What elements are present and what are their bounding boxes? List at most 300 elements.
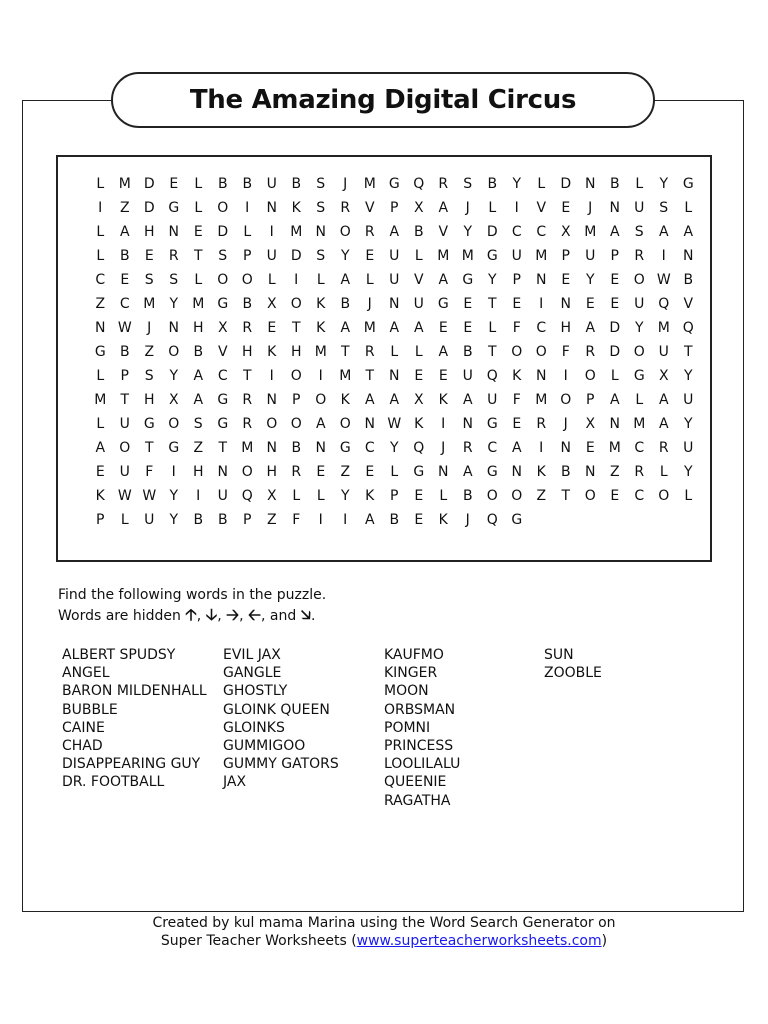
grid-letter: L xyxy=(684,200,693,216)
grid-letter: L xyxy=(243,224,252,240)
grid-letter: G xyxy=(486,248,498,264)
grid-letter: T xyxy=(365,368,375,384)
grid-letter: N xyxy=(560,296,571,312)
grid-letter: O xyxy=(633,344,645,360)
grid-letter: U xyxy=(217,488,228,504)
grid-letter: B xyxy=(119,248,130,264)
grid-letter: L xyxy=(537,176,546,192)
grid-letter: O xyxy=(560,392,572,408)
grid-letter: N xyxy=(560,440,571,456)
letter-grid xyxy=(88,172,701,532)
grid-letter: N xyxy=(95,320,106,336)
grid-letter: R xyxy=(658,440,669,456)
grid-letter: H xyxy=(266,464,278,480)
grid-letter: L xyxy=(439,488,448,504)
grid-letter: S xyxy=(463,176,473,192)
grid-letter: V xyxy=(217,344,228,360)
grid-letter: H xyxy=(143,224,155,240)
grid-letter: U xyxy=(511,248,522,264)
grid-letter: B xyxy=(609,176,620,192)
grid-letter: X xyxy=(266,488,277,504)
grid-letter: A xyxy=(315,416,326,432)
grid-letter: I xyxy=(294,272,299,288)
grid-letter: K xyxy=(512,368,522,384)
grid-letter: D xyxy=(486,224,498,240)
grid-letter: I xyxy=(661,248,666,264)
grid-letter: T xyxy=(340,344,350,360)
grid-letter: V xyxy=(683,296,694,312)
grid-letter: E xyxy=(585,440,595,456)
grid-letter: W xyxy=(142,488,157,504)
grid-letter: A xyxy=(364,392,375,408)
grid-letter: N xyxy=(266,200,277,216)
grid-letter: F xyxy=(561,344,570,360)
grid-letter: G xyxy=(486,416,498,432)
footer-line-1: Created by kul mama Marina using the Word Search Generator on xyxy=(152,915,616,931)
grid-letter: M xyxy=(314,344,327,360)
grid-letter: H xyxy=(192,320,204,336)
grid-letter: E xyxy=(610,488,620,504)
grid-letter: S xyxy=(316,176,326,192)
grid-letter: L xyxy=(414,248,423,264)
word-item: GUMMY GATORS xyxy=(223,756,339,773)
grid-letter: P xyxy=(243,512,252,528)
grid-letter: I xyxy=(171,464,176,480)
grid-letter: C xyxy=(634,488,645,504)
grid-letter: J xyxy=(441,440,446,456)
grid-letter: Q xyxy=(658,296,670,312)
grid-letter: A xyxy=(658,224,669,240)
grid-letter: A xyxy=(340,320,351,336)
grid-letter: A xyxy=(95,440,106,456)
grid-letter: N xyxy=(315,224,326,240)
grid-letter: A xyxy=(658,416,669,432)
grid-letter: O xyxy=(315,392,327,408)
grid-letter: T xyxy=(218,440,228,456)
grid-letter: Q xyxy=(486,368,498,384)
grid-letter: K xyxy=(438,392,448,408)
grid-letter: G xyxy=(388,176,400,192)
word-item: EVIL JAX xyxy=(223,647,281,663)
grid-letter: Z xyxy=(119,200,130,216)
grid-letter: M xyxy=(339,368,352,384)
grid-letter: G xyxy=(94,344,106,360)
grid-letter: K xyxy=(267,344,277,360)
grid-letter: N xyxy=(438,464,449,480)
grid-letter: H xyxy=(192,464,204,480)
grid-letter: I xyxy=(269,224,274,240)
word-column xyxy=(223,646,339,792)
grid-letter: R xyxy=(291,464,302,480)
grid-letter: M xyxy=(461,248,474,264)
grid-letter: Z xyxy=(536,488,547,504)
grid-letter: K xyxy=(438,512,448,528)
grid-letter: N xyxy=(364,416,375,432)
grid-letter: P xyxy=(512,272,521,288)
grid-letter: D xyxy=(143,200,155,216)
grid-letter: A xyxy=(389,392,400,408)
footer-prefix: Super Teacher Worksheets ( xyxy=(160,933,357,949)
grid-letter: F xyxy=(292,512,301,528)
grid-letter: N xyxy=(609,200,620,216)
grid-letter: U xyxy=(266,176,277,192)
grid-letter: B xyxy=(340,296,351,312)
grid-letter: O xyxy=(290,368,302,384)
grid-letter: S xyxy=(316,248,326,264)
grid-letter: X xyxy=(560,224,571,240)
grid-letter: H xyxy=(560,320,572,336)
grid-letter: G xyxy=(217,296,229,312)
grid-letter: T xyxy=(193,248,203,264)
word-column xyxy=(544,646,602,682)
grid-letter: O xyxy=(168,344,180,360)
grid-letter: E xyxy=(585,296,595,312)
grid-letter: I xyxy=(563,368,568,384)
word-item: GANGLE xyxy=(223,665,282,682)
word-item: KAUFMO xyxy=(384,647,444,663)
grid-letter: E xyxy=(561,200,571,216)
grid-letter: I xyxy=(196,488,201,504)
grid-letter: W xyxy=(117,320,132,336)
grid-letter: Y xyxy=(659,176,669,192)
grid-letter: E xyxy=(144,248,154,264)
grid-letter: B xyxy=(242,176,253,192)
grid-letter: U xyxy=(119,416,130,432)
grid-letter: T xyxy=(683,344,693,360)
grid-letter: G xyxy=(339,440,351,456)
grid-letter: O xyxy=(339,224,351,240)
grid-letter: N xyxy=(609,416,620,432)
grid-letter: E xyxy=(561,272,571,288)
grid-letter: E xyxy=(95,464,105,480)
grid-letter: J xyxy=(465,200,470,216)
grid-letter: O xyxy=(535,344,547,360)
word-item: LOOLILALU xyxy=(384,756,461,773)
grid-letter: C xyxy=(536,224,547,240)
grid-letter: T xyxy=(144,440,154,456)
word-item: ORBSMAN xyxy=(384,701,456,718)
grid-letter: M xyxy=(118,176,131,192)
word-item: KINGER xyxy=(384,665,438,682)
grid-letter: M xyxy=(657,320,670,336)
grid-letter: U xyxy=(389,272,400,288)
grid-letter: E xyxy=(316,464,326,480)
grid-letter: C xyxy=(364,440,375,456)
grid-letter: Y xyxy=(340,488,350,504)
grid-letter: T xyxy=(487,344,497,360)
grid-letter: Z xyxy=(193,440,204,456)
footer-link[interactable]: www.superteacherworksheets.com xyxy=(356,933,602,949)
grid-letter: O xyxy=(119,440,131,456)
grid-letter: Y xyxy=(487,272,497,288)
word-item: RAGATHA xyxy=(384,792,451,809)
grid-letter: A xyxy=(511,440,522,456)
grid-letter: Y xyxy=(169,488,179,504)
grid-letter: R xyxy=(242,320,253,336)
grid-letter: O xyxy=(241,272,253,288)
grid-letter: Q xyxy=(682,320,694,336)
grid-letter: L xyxy=(414,344,423,360)
grid-letter: G xyxy=(682,176,694,192)
grid-letter: G xyxy=(437,296,449,312)
grid-letter: U xyxy=(487,392,498,408)
grid-letter: B xyxy=(193,344,204,360)
grid-letter: D xyxy=(560,176,572,192)
grid-letter: M xyxy=(633,416,646,432)
grid-letter: X xyxy=(413,200,424,216)
grid-letter: Y xyxy=(634,320,644,336)
grid-letter: L xyxy=(194,272,203,288)
grid-letter: V xyxy=(536,200,547,216)
grid-letter: B xyxy=(462,344,473,360)
grid-letter: D xyxy=(609,344,621,360)
grid-letter: N xyxy=(536,272,547,288)
grid-letter: G xyxy=(486,464,498,480)
grid-letter: G xyxy=(217,416,229,432)
grid-letter: C xyxy=(634,440,645,456)
grid-letter: O xyxy=(290,416,302,432)
instructions-line-2: Words are hidden 🡡, 🡣, 🡢, 🡠, and 🡦. xyxy=(58,605,316,624)
down-arrow-icon: 🡣 xyxy=(205,605,218,624)
grid-letter: Y xyxy=(512,176,522,192)
grid-letter: A xyxy=(193,392,204,408)
grid-letter: M xyxy=(143,296,156,312)
grid-letter: O xyxy=(584,368,596,384)
grid-letter: X xyxy=(168,392,179,408)
grid-letter: X xyxy=(413,392,424,408)
grid-letter: L xyxy=(292,488,301,504)
grid-letter: E xyxy=(463,296,473,312)
grid-letter: C xyxy=(487,440,498,456)
grid-letter: A xyxy=(389,320,400,336)
grid-letter: J xyxy=(147,320,152,336)
grid-letter: I xyxy=(318,368,323,384)
grid-letter: O xyxy=(290,296,302,312)
grid-letter: Q xyxy=(413,176,425,192)
grid-letter: S xyxy=(659,200,669,216)
grid-letter: J xyxy=(465,512,470,528)
grid-letter: L xyxy=(635,176,644,192)
grid-letter: R xyxy=(242,416,253,432)
grid-letter: B xyxy=(389,512,400,528)
grid-letter: O xyxy=(339,416,351,432)
word-item: DISAPPEARING GUY xyxy=(62,756,201,773)
word-item: PRINCESS xyxy=(384,737,454,754)
grid-letter: P xyxy=(243,248,252,264)
grid-letter: E xyxy=(438,320,448,336)
grid-letter: H xyxy=(143,392,155,408)
grid-letter: L xyxy=(120,512,129,528)
word-item: POMNI xyxy=(384,719,431,736)
grid-letter: C xyxy=(119,296,130,312)
word-item: MOON xyxy=(384,683,429,700)
word-item: GHOSTLY xyxy=(223,683,288,700)
grid-letter: B xyxy=(217,176,228,192)
grid-letter: U xyxy=(585,248,596,264)
grid-letter: Y xyxy=(389,440,399,456)
grid-letter: U xyxy=(266,248,277,264)
word-item: ALBERT SPUDSY xyxy=(62,647,176,663)
grid-letter: T xyxy=(120,392,130,408)
grid-letter: G xyxy=(217,392,229,408)
grid-letter: Z xyxy=(95,296,106,312)
grid-letter: X xyxy=(658,368,669,384)
grid-letter: H xyxy=(290,344,302,360)
grid-letter: Y xyxy=(340,248,350,264)
grid-letter: P xyxy=(561,248,570,264)
grid-letter: U xyxy=(658,344,669,360)
grid-letter: U xyxy=(683,392,694,408)
grid-letter: I xyxy=(441,416,446,432)
grid-letter: N xyxy=(168,224,179,240)
word-item: ANGEL xyxy=(62,665,110,682)
grid-letter: O xyxy=(168,416,180,432)
grid-letter: Q xyxy=(486,512,498,528)
grid-letter: B xyxy=(683,272,694,288)
grid-letter: F xyxy=(145,464,154,480)
grid-letter: N xyxy=(585,464,596,480)
grid-letter: A xyxy=(462,392,473,408)
grid-letter: B xyxy=(462,488,473,504)
grid-letter: B xyxy=(217,512,228,528)
grid-letter: N xyxy=(462,416,473,432)
grid-letter: D xyxy=(290,248,302,264)
grid-letter: K xyxy=(291,200,301,216)
grid-letter: C xyxy=(95,272,106,288)
grid-letter: L xyxy=(96,176,105,192)
grid-letter: I xyxy=(318,512,323,528)
footer-line-2 xyxy=(0,932,768,950)
word-column xyxy=(62,646,207,792)
grid-letter: O xyxy=(584,488,596,504)
grid-letter: M xyxy=(535,392,548,408)
grid-letter: Z xyxy=(340,464,351,480)
grid-letter: I xyxy=(343,512,348,528)
grid-letter: L xyxy=(390,344,399,360)
grid-letter: G xyxy=(143,416,155,432)
grid-letter: E xyxy=(193,224,203,240)
grid-letter: B xyxy=(413,224,424,240)
grid-letter: A xyxy=(658,392,669,408)
grid-letter: E xyxy=(414,488,424,504)
grid-letter: L xyxy=(365,272,374,288)
grid-letter: E xyxy=(365,464,375,480)
grid-letter: I xyxy=(539,440,544,456)
grid-letter: G xyxy=(168,200,180,216)
grid-letter: L xyxy=(96,416,105,432)
grid-letter: E xyxy=(365,248,375,264)
grid-letter: I xyxy=(514,200,519,216)
grid-letter: J xyxy=(563,416,568,432)
grid-letter: I xyxy=(539,296,544,312)
grid-letter: N xyxy=(217,464,228,480)
grid-letter: R xyxy=(634,248,645,264)
grid-letter: M xyxy=(290,224,303,240)
grid-letter: T xyxy=(487,296,497,312)
grid-letter: A xyxy=(413,320,424,336)
grid-letter: K xyxy=(365,488,375,504)
grid-letter: A xyxy=(389,224,400,240)
grid-letter: E xyxy=(267,320,277,336)
grid-letter: F xyxy=(512,320,521,336)
grid-letter: S xyxy=(169,272,179,288)
grid-letter: B xyxy=(560,464,571,480)
grid-letter: L xyxy=(635,392,644,408)
grid-letter: O xyxy=(633,272,645,288)
grid-letter: Q xyxy=(241,488,253,504)
right-arrow-icon: 🡢 xyxy=(226,605,240,624)
word-item: ZOOBLE xyxy=(544,665,602,682)
grid-letter: L xyxy=(488,200,497,216)
grid-letter: L xyxy=(316,272,325,288)
grid-letter: E xyxy=(512,296,522,312)
grid-letter: E xyxy=(610,272,620,288)
grid-letter: H xyxy=(241,344,253,360)
grid-letter: M xyxy=(241,440,254,456)
grid-letter: A xyxy=(609,224,620,240)
grid-letter: M xyxy=(437,248,450,264)
grid-letter: V xyxy=(364,200,375,216)
grid-letter: A xyxy=(193,368,204,384)
grid-letter: E xyxy=(610,296,620,312)
grid-letter: P xyxy=(390,200,399,216)
word-item: BUBBLE xyxy=(62,701,118,718)
and-word: and xyxy=(269,608,297,624)
grid-letter: U xyxy=(119,464,130,480)
word-item: DR. FOOTBALL xyxy=(62,774,165,791)
grid-letter: L xyxy=(267,272,276,288)
grid-letter: S xyxy=(316,200,326,216)
grid-letter: C xyxy=(511,224,522,240)
grid-letter: D xyxy=(217,224,229,240)
grid-letter: S xyxy=(634,224,644,240)
grid-letter: R xyxy=(438,176,449,192)
grid-letter: Q xyxy=(413,440,425,456)
word-item: BARON MILDENHALL xyxy=(62,683,207,700)
grid-letter: K xyxy=(316,320,326,336)
grid-letter: T xyxy=(291,320,301,336)
grid-letter: O xyxy=(511,488,523,504)
grid-letter: C xyxy=(536,320,547,336)
grid-letter: L xyxy=(610,368,619,384)
grid-letter: R xyxy=(364,224,375,240)
grid-letter: Y xyxy=(169,512,179,528)
grid-letter: N xyxy=(389,368,400,384)
grid-letter: K xyxy=(316,296,326,312)
title-banner xyxy=(111,72,655,128)
grid-letter: U xyxy=(413,296,424,312)
word-item: SUN xyxy=(544,647,574,663)
grid-letter: P xyxy=(586,392,595,408)
grid-letter: D xyxy=(609,320,621,336)
word-column xyxy=(384,646,460,810)
word-item: CHAD xyxy=(62,737,103,754)
grid-letter: P xyxy=(292,392,301,408)
left-arrow-icon: 🡠 xyxy=(248,605,261,624)
down-right-arrow-icon: 🡦 xyxy=(300,605,312,624)
footer xyxy=(0,914,768,950)
grid-letter: L xyxy=(96,248,105,264)
grid-letter: E xyxy=(169,176,179,192)
grid-letter: X xyxy=(217,320,228,336)
grid-letter: O xyxy=(486,488,498,504)
grid-letter: U xyxy=(389,248,400,264)
grid-letter: J xyxy=(367,296,372,312)
grid-letter: G xyxy=(462,272,474,288)
grid-letter: A xyxy=(438,344,449,360)
grid-letter: E xyxy=(414,368,424,384)
grid-letter: Z xyxy=(266,512,277,528)
